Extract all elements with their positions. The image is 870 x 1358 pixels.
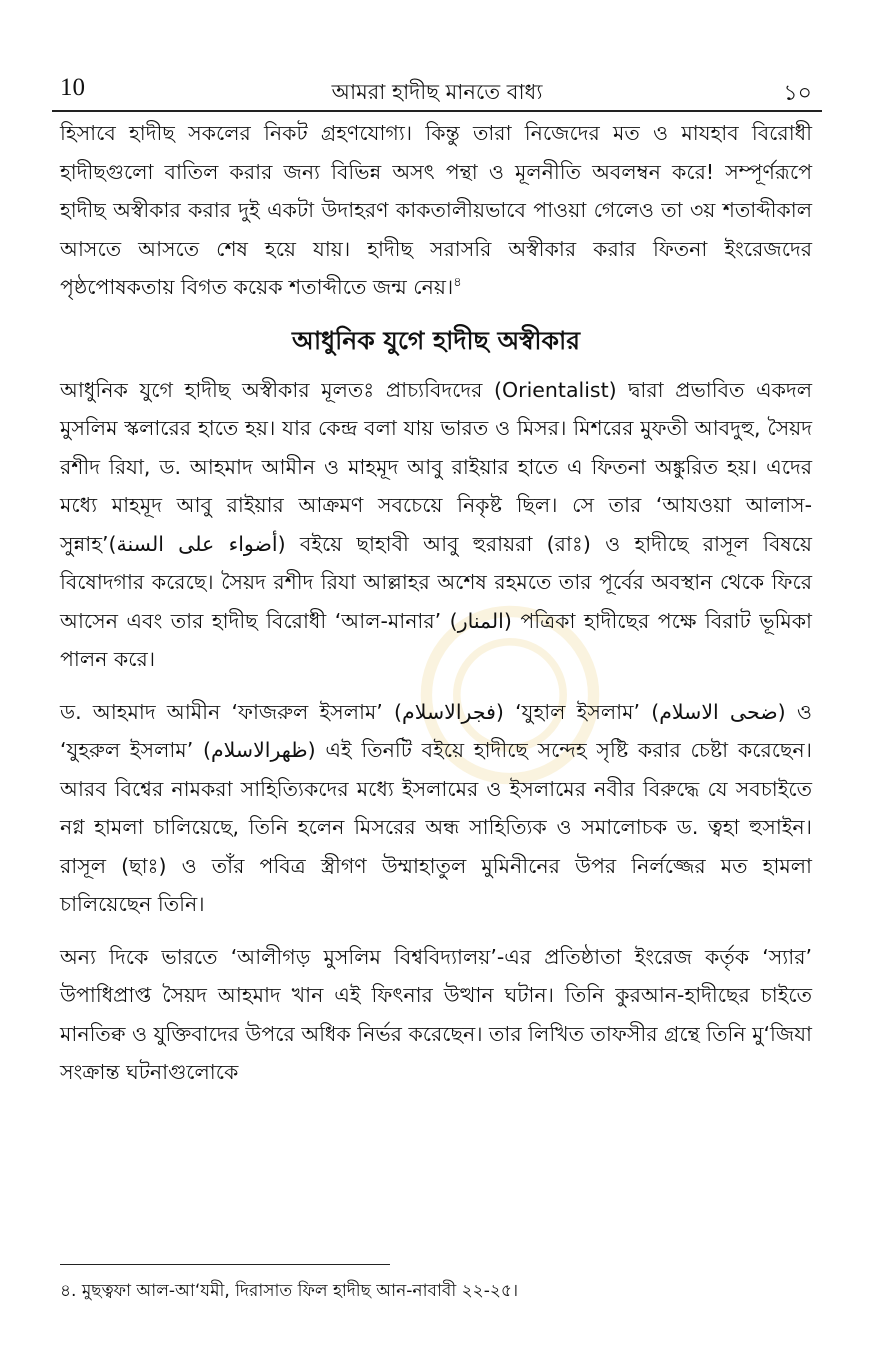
- body-text: [60, 114, 812, 1106]
- paragraph-3: ড. আহমাদ আমীন ‘ফাজরুল ইসলাম’ (فجرالاسلام) ‘যুহাল ইসলাম’ (ضحى الاسلام) ও ‘যুহরুল ইসলাম’ (ظهرالاسلام) এই তিনটি বইয়ে হাদীছে সন্দেহ সৃষ্টি করার চেষ্টা করেছেন। আরব বিশ্বের নামকরা সাহিত্যিকদের মধ্যে ইসলামের ও ইসলামের নবীর বিরুদ্ধে যে সবচাইতে নগ্ন হামলা চালিয়েছে, তিনি হলেন মিসরের অন্ধ সাহিত্যিক ও সমালোচক ড. ত্বহা হুসাইন। রাসূল (ছাঃ) ও তাঁর পবিত্র স্ত্রীগণ উম্মাহাতুল মুমিনীনের উপর নির্লজ্জের মত হামলা চালিয়েছেন তিনি।: [60, 699, 812, 916]
- running-title: আমরা হাদীছ মানতে বাধ্য: [331, 80, 543, 104]
- paragraph-4: অন্য দিকে ভারতে ‘আলীগড় মুসলিম বিশ্ববিদ্যালয়’-এর প্রতিষ্ঠাতা ইংরেজ কর্তৃক ‘স্যার’ উপাধিপ্রাপ্ত সৈয়দ আহমাদ খান এই ফিৎনার উত্থান ঘটান। তিনি কুরআন-হাদীছের চাইতে মানতিক্ব ও যুক্তিবাদের উপরে অধিক নির্ভর করেছেন। তার লিখিত তাফসীর গ্রন্থে তিনি মু‘জিযা সংক্রান্ত ঘটনাগুলোকে: [60, 944, 812, 1084]
- page-number-bengali: ১০: [783, 81, 812, 106]
- footnote-divider: [60, 1264, 390, 1265]
- page-header: [52, 70, 822, 112]
- footnote-marker: ৪: [453, 275, 462, 291]
- page-number-latin: 10: [60, 74, 85, 101]
- footnote: ৪. মুছত্বফা আল-আ‘যমী, দিরাসাত ফিল হাদীছ আন-নাবাবী ২২-২৫।: [60, 1281, 519, 1301]
- section-heading: আধুনিক যুগে হাদীছ অস্বীকার: [291, 325, 580, 355]
- paragraph-1: হিসাবে হাদীছ সকলের নিকট গ্রহণযোগ্য। কিন্তু তারা নিজেদের মত ও মাযহাব বিরোধী হাদীছগুলো বাতিল করার জন্য বিভিন্ন অসৎ পন্থা ও মূলনীতি অবলম্বন করে! সম্পূর্ণরূপে হাদীছ অস্বীকার করার দুই একটা উদাহরণ কাকতালীয়ভাবে পাওয়া গেলেও তা ৩য় শতাব্দীকাল আসতে আসতে শেষ হয়ে যায়। হাদীছ সরাসরি অস্বীকার করার ফিতনা ইংরেজদের পৃষ্ঠপোষকতায় বিগত কয়েক শতাব্দীতে জন্ম নেয়।$^৪$: [60, 121, 812, 299]
- paragraph-2: আধুনিক যুগে হাদীছ অস্বীকার মূলতঃ প্রাচ্যবিদদের (Orientalist) দ্বারা প্রভাবিত একদল মুসলিম স্কলারের হাতে হয়। যার কেন্দ্র বলা যায় ভারত ও মিসর। মিশরের মুফতী আবদুহু, সৈয়দ রশীদ রিযা, ড. আহমাদ আমীন ও মাহমূদ আবু রাইয়ার হাতে এ ফিতনা অঙ্কুরিত হয়। এদের মধ্যে মাহমূদ আবু রাইয়ার আক্রমণ সবচেয়ে নিকৃষ্ট ছিল। সে তার ‘আযওয়া আলাস-সুন্নাহ’(أضواء على السنة) বইয়ে ছাহাবী আবু হুরায়রা (রাঃ) ও হাদীছে রাসূল বিষয়ে বিষোদগার করেছে। সৈয়দ রশীদ রিযা আল্লাহর অশেষ রহমতে তার পূর্বের অবস্থান থেকে ফিরে আসেন এবং তার হাদীছ বিরোধী ‘আল-মানার’ (المنار) পত্রিকা হাদীছের পক্ষে বিরাট ভূমিকা পালন করে।: [60, 377, 813, 671]
